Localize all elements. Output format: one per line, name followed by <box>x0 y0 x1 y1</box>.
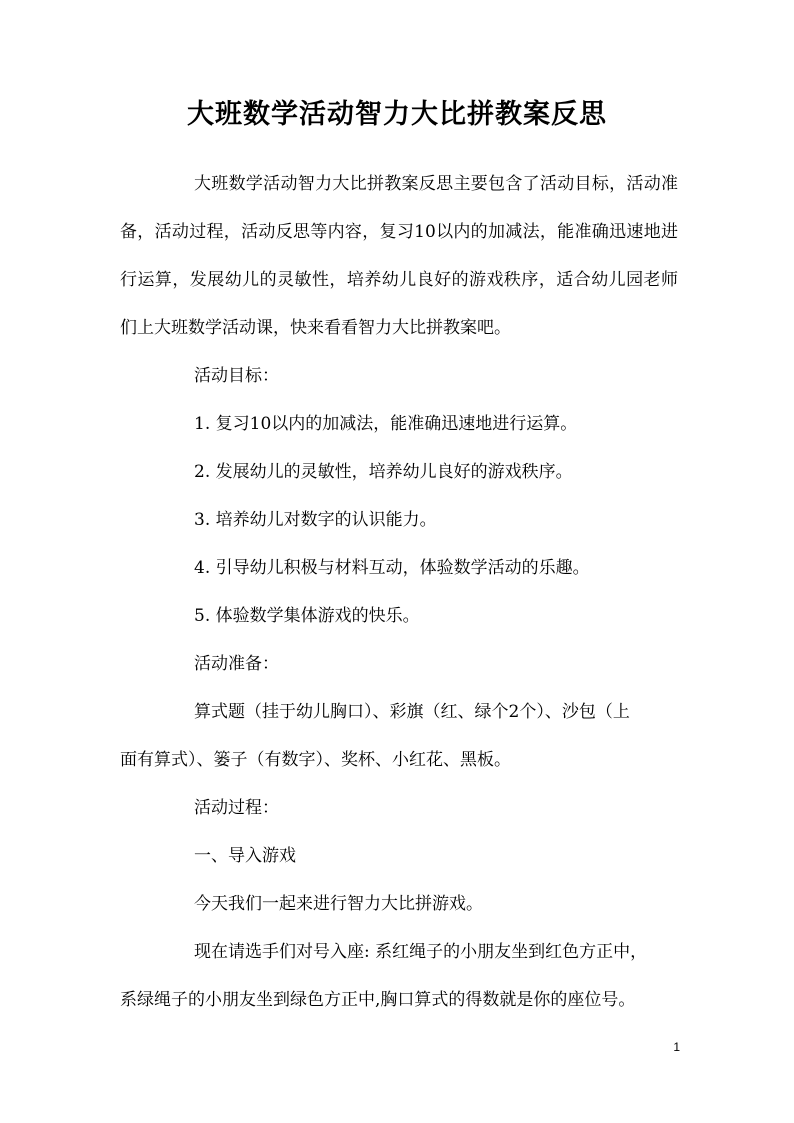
goal-item-5: 5. 体验数学集体游戏的快乐。 <box>194 606 420 626</box>
section-1-paragraph-2-line-2: 系绿绳子的小朋友坐到绿色方正中,胸口算式的得数就是你的座位号。 <box>120 990 636 1010</box>
intro-paragraph: 大班数学活动智力大比拼教案反思主要包含了活动目标，活动准备，活动过程，活动反思等内容，复习10以内的加减法，能准确迅速地进行运算，发展幼儿的灵敏性，培养幼儿良好的游戏秩序，适合幼儿园老师们上大班数学活动课，快来看看智力大比拼教案吧。 <box>120 174 678 338</box>
goal-item-4: 4. 引导幼儿积极与材料互动，体验数学活动的乐趣。 <box>194 558 590 578</box>
document-title: 大班数学活动智力大比拼教案反思 <box>187 99 607 130</box>
process-heading: 活动过程： <box>194 798 279 818</box>
goal-item-2: 2. 发展幼儿的灵敏性，培养幼儿良好的游戏秩序。 <box>194 462 573 482</box>
goal-item-3: 3. 培养幼儿对数字的认识能力。 <box>194 510 437 530</box>
section-1-paragraph-1: 今天我们一起来进行智力大比拼游戏。 <box>194 894 483 914</box>
page-number: 1 <box>673 1040 680 1054</box>
prep-heading: 活动准备： <box>194 654 279 674</box>
goal-item-1: 1. 复习10以内的加减法，能准确迅速地进行运算。 <box>194 414 578 434</box>
prep-line-2: 面有算式）、篓子（有数字）、奖杯、小红花、黑板。 <box>120 750 511 770</box>
goals-heading: 活动目标： <box>194 366 279 386</box>
section-1-paragraph-2-line-1: 现在请选手们对号入座: 系红绳子的小朋友坐到红色方正中， <box>194 942 648 962</box>
section-1-heading: 一、导入游戏 <box>194 846 296 866</box>
document-body <box>120 160 678 1024</box>
prep-line-1: 算式题（挂于幼儿胸口）、彩旗（红、绿个2个）、沙包（上 <box>194 702 630 722</box>
